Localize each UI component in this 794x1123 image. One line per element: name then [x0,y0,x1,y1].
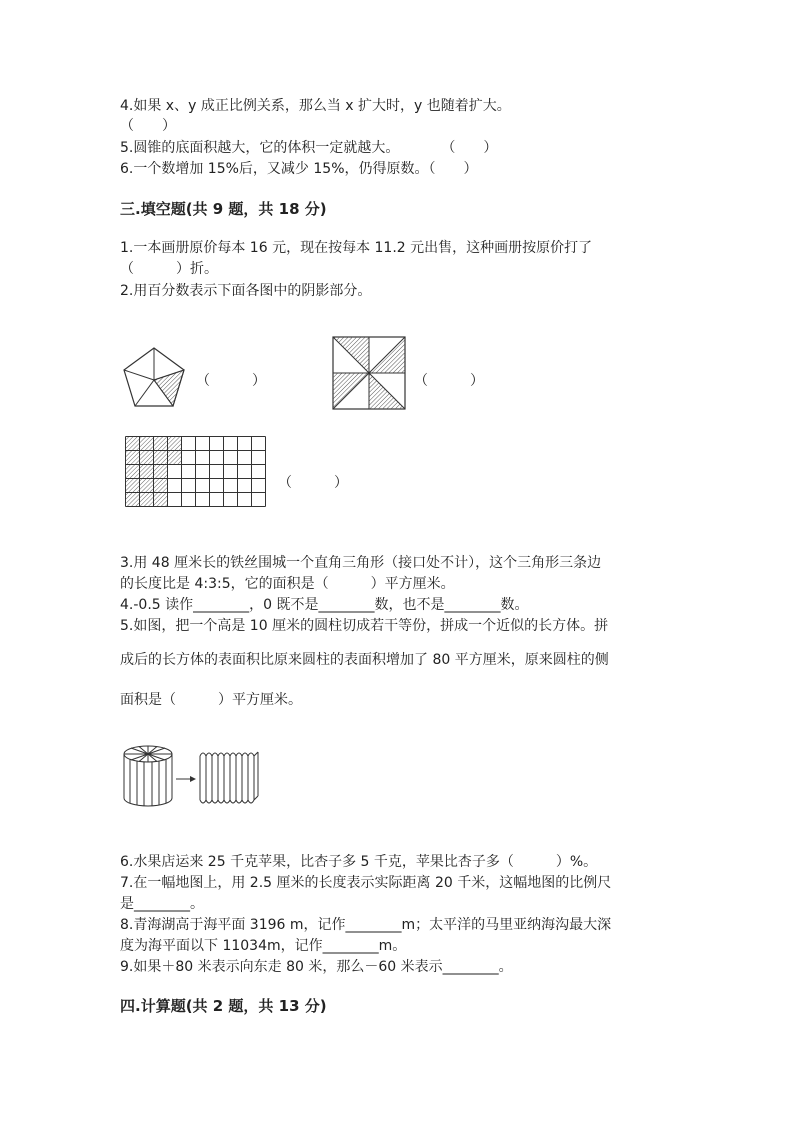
calc-section-heading: 四.计算题(共 2 题，共 13 分) [120,997,327,1015]
fill-q5-line3: 面积是（ ）平方厘米。 [120,692,302,708]
judge-q5: 5.圆锥的底面积越大，它的体积一定就越大。 （ ） [120,140,498,156]
fill-q1-line2: （ ）折。 [120,261,218,277]
fill-q3-line1: 3.用 48 厘米长的铁丝围城一个直角三角形（接口处不计），这个三角形三条边 [120,555,602,571]
fill-q3-line2: 的长度比是 4:3:5，它的面积是（ ）平方厘米。 [120,576,455,592]
fill-q4: 4.-0.5 读作________，0 既不是________数，也不是________数。 [120,597,529,613]
fill-q2: 2.用百分数表示下面各图中的阴影部分。 [120,283,372,299]
square-figure [332,336,406,410]
fill-q5-line2: 成后的长方体的表面积比原来圆柱的表面积增加了 80 平方厘米，原来圆柱的侧 [120,652,609,668]
judge-q4-answer-paren: （ ） [120,118,176,134]
fill-section-heading: 三.填空题(共 9 题，共 18 分) [120,200,327,218]
pentagon-answer-paren: （ ） [196,373,266,389]
fill-q6: 6.水果店运来 25 千克苹果，比杏子多 5 千克，苹果比杏子多（ ）%。 [120,854,598,870]
fill-q8-line1: 8.青海湖高于海平面 3196 m，记作________m；太平洋的马里亚纳海沟最大深 [120,917,612,933]
judge-q4-line1: 4.如果 x、y 成正比例关系，那么当 x 扩大时，y 也随着扩大。 [120,98,511,114]
fill-q1-line1: 1.一本画册原价每本 16 元，现在按每本 11.2 元出售，这种画册按原价打了 [120,240,593,256]
square-answer-paren: （ ） [414,373,484,389]
fill-q5-line1: 5.如图，把一个高是 10 厘米的圆柱切成若干等份，拼成一个近似的长方体。拼 [120,618,609,634]
grid-figure [125,436,267,508]
pentagon-figure [122,346,186,408]
fill-q9: 9.如果＋80 米表示向东走 80 米，那么－60 米表示________。 [120,959,513,975]
grid-answer-paren: （ ） [278,475,348,491]
fill-q7-line1: 7.在一幅地图上，用 2.5 厘米的长度表示实际距离 20 千米，这幅地图的比例尺 [120,875,612,891]
judge-q6: 6.一个数增加 15%后，又减少 15%，仍得原数。（ ） [120,161,478,177]
cylinder-to-cuboid-figure [120,742,262,808]
fill-q8-line2: 度为海平面以下 11034m，记作________m。 [120,938,407,954]
fill-q7-line2: 是________。 [120,896,204,912]
